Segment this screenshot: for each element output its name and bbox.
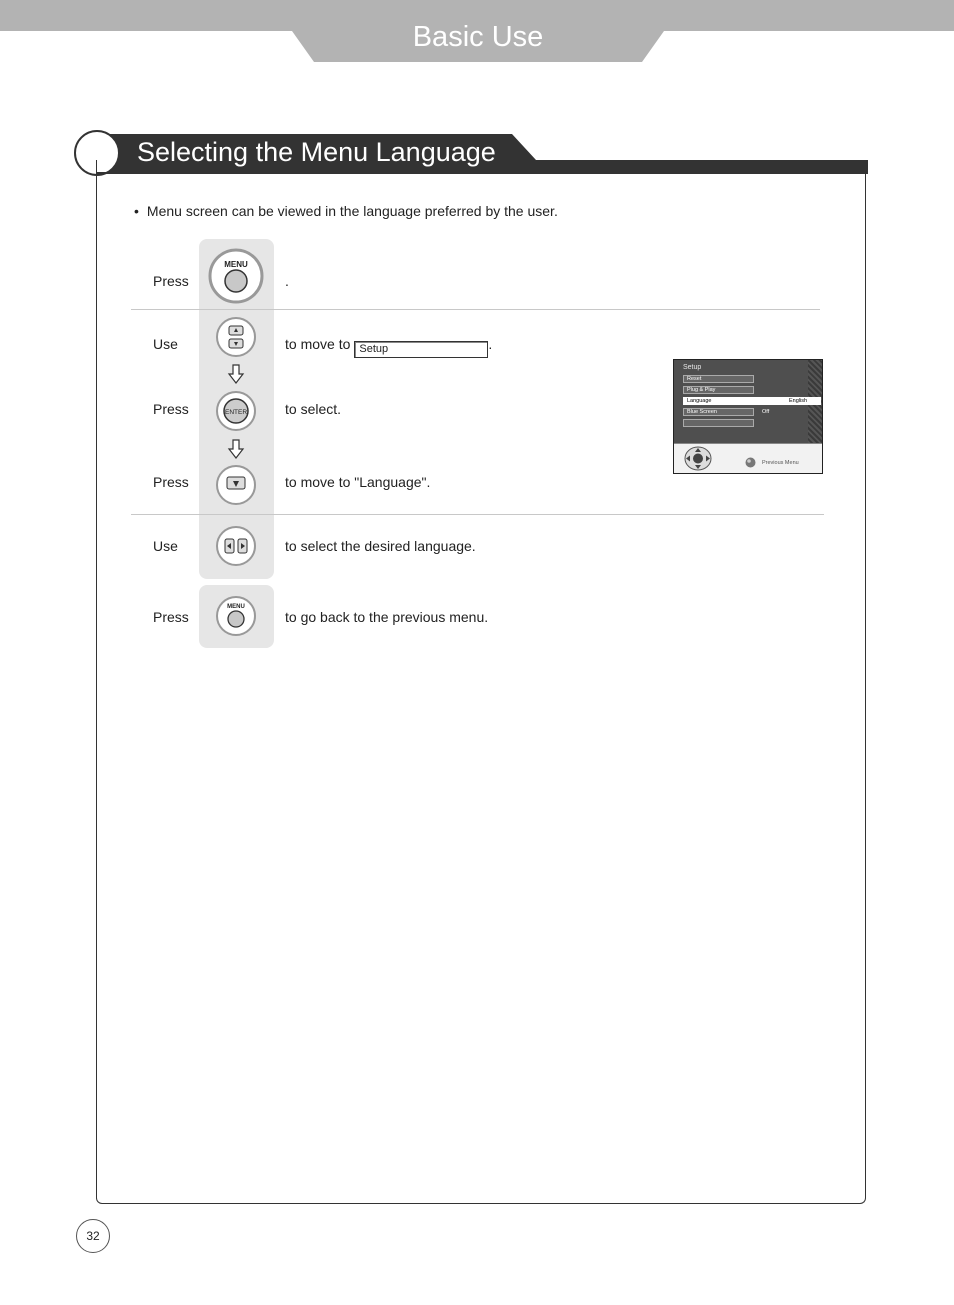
osd-title: Setup <box>683 364 702 371</box>
osd-item-empty <box>683 419 754 427</box>
step-text: to select the desired language. <box>285 538 476 554</box>
step-verb: Press <box>153 401 189 417</box>
menu-button-icon <box>216 596 256 636</box>
ch-down-icon <box>216 465 256 505</box>
osd-item-reset: Reset <box>683 375 754 383</box>
svg-text:MENU: MENU <box>224 260 248 269</box>
osd-item-blue-screen-value: Off <box>762 409 770 415</box>
step-text: to select. <box>285 401 342 417</box>
section-title: Selecting the Menu Language <box>137 137 496 167</box>
step-text-suffix: . <box>488 336 493 352</box>
intro-text <box>134 203 558 219</box>
svg-text:MENU: MENU <box>227 604 245 610</box>
menu-button-icon <box>208 248 264 304</box>
enter-button-icon <box>216 391 256 431</box>
osd-item-blue-screen: Blue Screen <box>683 408 754 416</box>
osd-footer <box>674 443 822 473</box>
down-arrow-hand-icon <box>227 439 245 459</box>
step-verb: Press <box>153 609 189 625</box>
step-text: . <box>285 273 289 289</box>
bullet: • <box>134 203 139 219</box>
step-verb: Press <box>153 474 189 490</box>
step-verb: Use <box>153 336 178 352</box>
step-text: to go back to the previous menu. <box>285 609 489 625</box>
intro-sentence: Menu screen can be viewed in the language preferred by the user. <box>146 203 558 219</box>
vol-left-right-icon <box>216 526 256 566</box>
divider <box>131 514 824 515</box>
osd-menu-ball-icon <box>745 457 756 468</box>
osd-setup-menu <box>673 359 823 474</box>
ch-up-down-icon <box>216 317 256 357</box>
step-verb: Press <box>153 273 189 289</box>
osd-item-language-label: Language <box>687 398 712 404</box>
step-text-lead: to move to <box>285 336 351 352</box>
setup-box: Setup <box>354 341 488 358</box>
osd-item-plug-play: Plug & Play <box>683 386 754 394</box>
down-arrow-hand-icon <box>227 364 245 384</box>
divider <box>131 309 820 310</box>
page-number: 32 <box>76 1219 110 1253</box>
osd-previous-menu: Previous Menu <box>762 460 799 466</box>
osd-nav-pad-icon <box>684 446 712 471</box>
osd-item-language <box>683 397 821 405</box>
page-heading: Basic Use <box>412 21 544 53</box>
step-text <box>285 336 492 358</box>
step-text: to move to "Language". <box>285 474 431 490</box>
osd-item-language-value: English <box>789 398 808 404</box>
step-verb: Use <box>153 538 178 554</box>
svg-text:ENTER: ENTER <box>224 409 248 416</box>
